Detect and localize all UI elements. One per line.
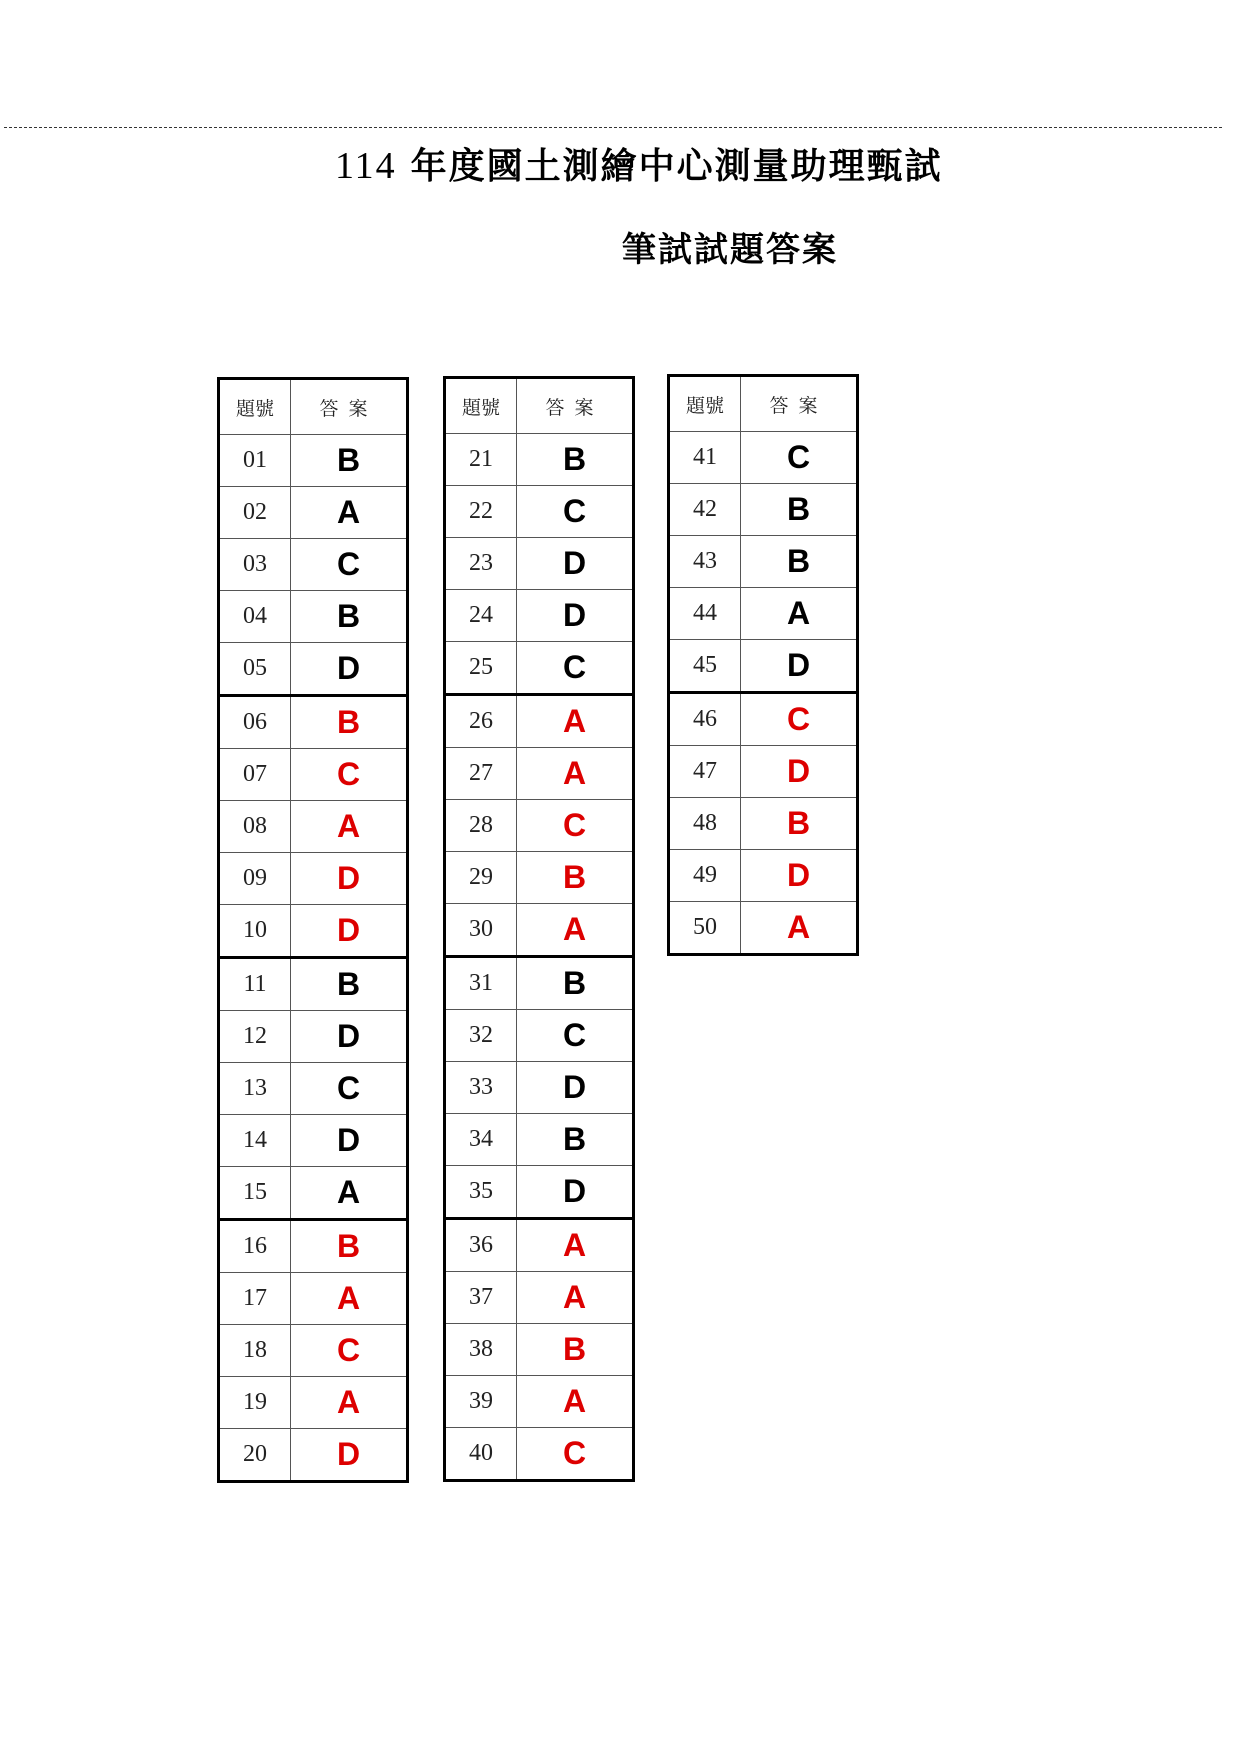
answer-letter: D	[741, 746, 858, 798]
table-row	[219, 1063, 408, 1115]
question-number: 49	[669, 850, 741, 902]
header-number: 題號	[445, 378, 517, 434]
table-row	[669, 746, 858, 798]
table-row	[445, 486, 634, 538]
table-row	[669, 850, 858, 902]
answer-letter: A	[517, 748, 634, 800]
answer-letter: C	[291, 749, 408, 801]
table-row	[219, 591, 408, 643]
question-number: 08	[219, 801, 291, 853]
answer-letter: A	[517, 1219, 634, 1272]
title-year: 114	[335, 145, 397, 187]
table-row	[219, 905, 408, 958]
table-row	[445, 800, 634, 852]
table-row	[219, 1115, 408, 1167]
answer-letter: B	[517, 852, 634, 904]
table-row	[219, 696, 408, 749]
table-row	[445, 1219, 634, 1272]
answer-letter: B	[291, 435, 408, 487]
table-row	[445, 642, 634, 695]
dashed-separator	[4, 127, 1222, 128]
answer-letter: A	[291, 487, 408, 539]
question-number: 21	[445, 434, 517, 486]
question-number: 45	[669, 640, 741, 693]
question-number: 25	[445, 642, 517, 695]
header-answer: 答案	[741, 376, 858, 432]
question-number: 26	[445, 695, 517, 748]
answer-letter: D	[291, 905, 408, 958]
table-row	[219, 801, 408, 853]
answer-letter: A	[741, 588, 858, 640]
answer-letter: B	[291, 696, 408, 749]
table-row	[219, 1429, 408, 1482]
answer-letter: A	[517, 1272, 634, 1324]
table-row	[445, 852, 634, 904]
answer-letter: A	[517, 1376, 634, 1428]
answer-letter: C	[517, 486, 634, 538]
answer-letter: D	[291, 1429, 408, 1482]
question-number: 42	[669, 484, 741, 536]
header-number: 題號	[219, 379, 291, 435]
question-number: 41	[669, 432, 741, 484]
table-row	[445, 538, 634, 590]
question-number: 12	[219, 1011, 291, 1063]
table-row	[669, 693, 858, 746]
answer-letter: B	[517, 1324, 634, 1376]
question-number: 29	[445, 852, 517, 904]
table-row	[219, 853, 408, 905]
table-row	[445, 1062, 634, 1114]
answer-letter: C	[741, 432, 858, 484]
answer-letter: A	[291, 1273, 408, 1325]
answer-letter: C	[291, 539, 408, 591]
table-row	[219, 1273, 408, 1325]
answer-letter: D	[517, 1062, 634, 1114]
question-number: 04	[219, 591, 291, 643]
answer-letter: C	[291, 1063, 408, 1115]
question-number: 38	[445, 1324, 517, 1376]
table-row	[669, 536, 858, 588]
answer-letter: C	[517, 800, 634, 852]
question-number: 01	[219, 435, 291, 487]
question-number: 44	[669, 588, 741, 640]
answer-letter: A	[291, 801, 408, 853]
answer-letter: A	[517, 695, 634, 748]
question-number: 17	[219, 1273, 291, 1325]
question-number: 39	[445, 1376, 517, 1428]
question-number: 36	[445, 1219, 517, 1272]
answer-letter: B	[741, 798, 858, 850]
table-row	[669, 902, 858, 955]
table-row	[445, 1272, 634, 1324]
question-number: 31	[445, 957, 517, 1010]
answer-letter: D	[291, 643, 408, 696]
table-row	[219, 539, 408, 591]
question-number: 37	[445, 1272, 517, 1324]
table-row	[219, 643, 408, 696]
answer-letter: A	[291, 1167, 408, 1220]
table-row	[219, 1220, 408, 1273]
table-row	[445, 1010, 634, 1062]
table-row	[445, 1428, 634, 1481]
question-number: 22	[445, 486, 517, 538]
answer-letter: B	[741, 536, 858, 588]
answer-letter: B	[517, 1114, 634, 1166]
question-number: 47	[669, 746, 741, 798]
question-number: 23	[445, 538, 517, 590]
table-row	[445, 1114, 634, 1166]
question-number: 10	[219, 905, 291, 958]
answer-letter: D	[741, 640, 858, 693]
header-number: 題號	[669, 376, 741, 432]
table-row	[219, 958, 408, 1011]
answer-table-3	[667, 374, 859, 956]
question-number: 11	[219, 958, 291, 1011]
answer-letter: D	[291, 1011, 408, 1063]
question-number: 02	[219, 487, 291, 539]
table-row	[445, 434, 634, 486]
question-number: 15	[219, 1167, 291, 1220]
table-row	[219, 1167, 408, 1220]
answer-letter: B	[741, 484, 858, 536]
answer-letter: D	[517, 1166, 634, 1219]
question-number: 48	[669, 798, 741, 850]
answer-letter: C	[291, 1325, 408, 1377]
table-row	[445, 1376, 634, 1428]
answer-letter: A	[741, 902, 858, 955]
answer-letter: B	[291, 1220, 408, 1273]
question-number: 34	[445, 1114, 517, 1166]
table-row	[669, 640, 858, 693]
answer-letter: A	[291, 1377, 408, 1429]
answer-letter: B	[291, 958, 408, 1011]
table-row	[669, 588, 858, 640]
table-row	[669, 798, 858, 850]
answer-letter: C	[741, 693, 858, 746]
question-number: 14	[219, 1115, 291, 1167]
table-row	[219, 1325, 408, 1377]
header-answer: 答案	[291, 379, 408, 435]
question-number: 07	[219, 749, 291, 801]
answer-letter: D	[517, 590, 634, 642]
question-number: 32	[445, 1010, 517, 1062]
answer-letter: B	[291, 591, 408, 643]
answer-letter: A	[517, 904, 634, 957]
answer-letter: C	[517, 1428, 634, 1481]
table-row	[669, 484, 858, 536]
answer-letter: C	[517, 1010, 634, 1062]
table-row	[445, 1324, 634, 1376]
answer-table-1	[217, 377, 409, 1483]
header-answer: 答案	[517, 378, 634, 434]
question-number: 50	[669, 902, 741, 955]
table-row	[445, 748, 634, 800]
table-row	[219, 1377, 408, 1429]
table-row	[445, 1166, 634, 1219]
answer-letter: D	[291, 1115, 408, 1167]
title-text: 年度國土測繪中心測量助理甄試	[410, 145, 943, 187]
question-number: 16	[219, 1220, 291, 1273]
question-number: 18	[219, 1325, 291, 1377]
page-subtitle: 筆試試題答案	[622, 230, 838, 270]
answer-letter: B	[517, 957, 634, 1010]
question-number: 46	[669, 693, 741, 746]
table-row	[219, 487, 408, 539]
answer-letter: D	[741, 850, 858, 902]
table-row	[219, 1011, 408, 1063]
question-number: 06	[219, 696, 291, 749]
question-number: 05	[219, 643, 291, 696]
answer-letter: B	[517, 434, 634, 486]
question-number: 13	[219, 1063, 291, 1115]
answer-letter: D	[291, 853, 408, 905]
question-number: 28	[445, 800, 517, 852]
question-number: 33	[445, 1062, 517, 1114]
table-row	[445, 590, 634, 642]
table-row	[445, 695, 634, 748]
answer-table-2	[443, 376, 635, 1482]
page-title	[335, 138, 943, 189]
table-row	[445, 957, 634, 1010]
question-number: 43	[669, 536, 741, 588]
question-number: 20	[219, 1429, 291, 1482]
question-number: 24	[445, 590, 517, 642]
question-number: 03	[219, 539, 291, 591]
table-row	[219, 749, 408, 801]
question-number: 09	[219, 853, 291, 905]
question-number: 30	[445, 904, 517, 957]
answer-letter: D	[517, 538, 634, 590]
table-row	[219, 435, 408, 487]
question-number: 19	[219, 1377, 291, 1429]
table-row	[669, 432, 858, 484]
question-number: 35	[445, 1166, 517, 1219]
table-row	[445, 904, 634, 957]
question-number: 40	[445, 1428, 517, 1481]
answer-letter: C	[517, 642, 634, 695]
question-number: 27	[445, 748, 517, 800]
